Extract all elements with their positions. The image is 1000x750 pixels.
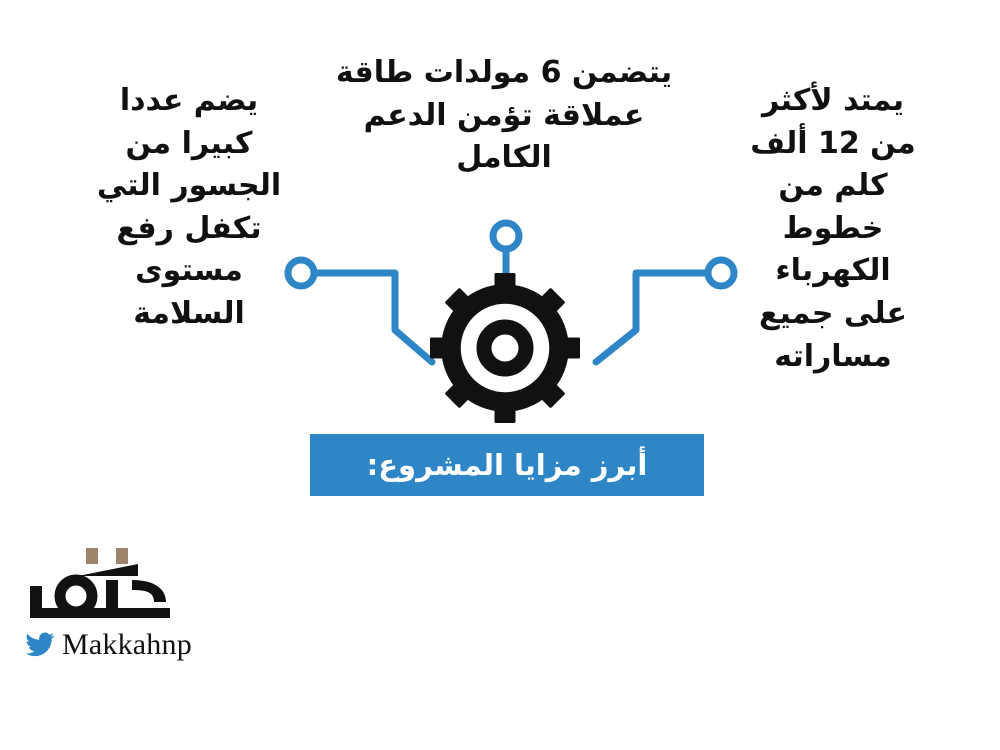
project-advantages-banner <box>310 434 704 496</box>
gear-icon <box>430 273 580 423</box>
twitter-icon[interactable] <box>24 632 54 658</box>
makkah-logo-icon <box>20 546 192 622</box>
callout-top-text: يتضمن 6 مولدات طاقة عملاقة تؤمن الدعم الكامل <box>335 55 673 176</box>
banner-label: أبرز مزايا المشروع: <box>366 448 648 482</box>
branding-block <box>14 546 224 666</box>
callout-left-text: يضم عددا كبيرا من الجسور التي تكفل رفع مستوى السلامة <box>96 83 282 331</box>
social-handle-row[interactable] <box>24 628 192 662</box>
social-handle-text[interactable]: Makkahnp <box>62 628 192 661</box>
callout-right-text: يمتد لأكثر من 12 ألف كلم من خطوط الكهرباء على جميع مساراته <box>750 83 916 374</box>
